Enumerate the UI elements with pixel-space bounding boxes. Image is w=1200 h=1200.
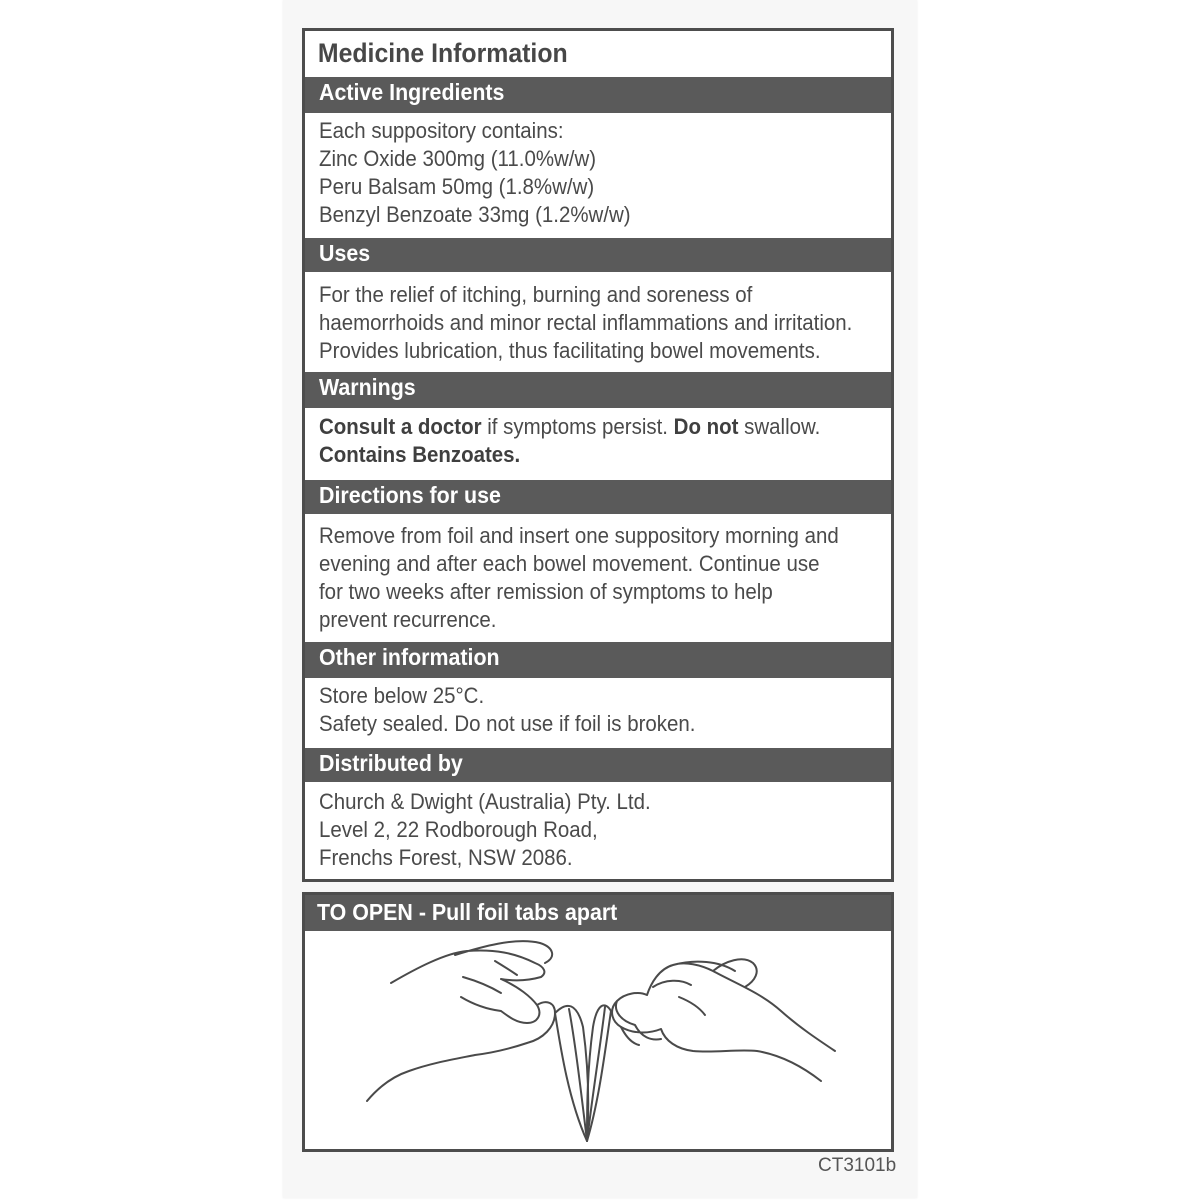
- directions-heading-text: Directions for use: [319, 482, 501, 508]
- right-hand-icon: [612, 959, 835, 1081]
- uses-heading: [305, 238, 891, 272]
- directions-line: [319, 606, 891, 634]
- swallow-text: swallow.: [738, 414, 821, 439]
- distributed-by-heading: [305, 748, 891, 782]
- active-line: [319, 201, 891, 229]
- distributed-by-content: [305, 782, 891, 879]
- uses-line-text: Provides lubrication, thus facilitating bowel movements.: [319, 338, 821, 363]
- distributed-line-text: Level 2, 22 Rodborough Road,: [319, 817, 598, 842]
- uses-line: [319, 281, 891, 309]
- directions-heading: [305, 480, 891, 514]
- other-line-text: Store below 25°C.: [319, 683, 485, 708]
- active-line: [319, 173, 891, 201]
- contains-benzoates-text: Contains Benzoates.: [319, 442, 521, 467]
- consult-doctor-text: Consult a doctor: [319, 414, 482, 439]
- do-not-text: Do not: [673, 414, 739, 439]
- hands-pulling-foil-illustration: [305, 931, 891, 1149]
- to-open-heading-text: TO OPEN - Pull foil tabs apart: [317, 899, 618, 925]
- directions-line: [319, 550, 891, 578]
- left-hand-icon: [367, 941, 555, 1101]
- other-information-content: [305, 678, 891, 748]
- uses-line-text: haemorrhoids and minor rectal inflammations and irritation.: [319, 310, 853, 335]
- directions-line-text: evening and after each bowel movement. Continue use: [319, 551, 820, 576]
- directions-line: [319, 578, 891, 606]
- title-text: Medicine Information: [317, 38, 568, 68]
- other-line-text: Safety sealed. Do not use if foil is broken.: [319, 711, 696, 736]
- medicine-information-box: [302, 28, 894, 882]
- active-line-text: Each suppository contains:: [319, 118, 564, 143]
- active-line-text: Zinc Oxide 300mg (11.0%w/w): [319, 146, 597, 171]
- other-information-heading: [305, 642, 891, 678]
- warnings-content: [305, 408, 891, 480]
- active-line-text: Benzyl Benzoate 33mg (1.2%w/w): [319, 202, 631, 227]
- uses-line: [319, 337, 891, 365]
- other-line: [319, 682, 891, 710]
- directions-line-text: Remove from foil and insert one suppository morning and: [319, 523, 839, 548]
- distributed-by-heading-text: Distributed by: [319, 750, 463, 776]
- warnings-line-text: [319, 413, 820, 441]
- uses-line-text: For the relief of itching, burning and soreness of: [319, 282, 753, 307]
- distributed-line: [319, 844, 891, 872]
- active-ingredients-heading-text: Active Ingredients: [319, 79, 505, 105]
- directions-line-text: prevent recurrence.: [319, 607, 497, 632]
- to-open-heading: [305, 895, 891, 931]
- directions-content: [305, 514, 891, 642]
- persist-text: if symptoms persist.: [481, 414, 674, 439]
- distributed-line: [319, 816, 891, 844]
- uses-content: [305, 272, 891, 372]
- warnings-heading-text: Warnings: [319, 374, 416, 400]
- to-open-box: [302, 892, 894, 1152]
- directions-line-text: for two weeks after remission of symptoms to help: [319, 579, 773, 604]
- other-information-heading-text: Other information: [319, 644, 500, 670]
- distributed-line-text: Church & Dwight (Australia) Pty. Ltd.: [319, 789, 651, 814]
- uses-heading-text: Uses: [319, 240, 371, 266]
- warnings-heading: [305, 372, 891, 408]
- warnings-line: [319, 441, 891, 469]
- active-ingredients-content: [305, 113, 891, 238]
- warnings-line: [319, 413, 891, 441]
- active-ingredients-heading: [305, 77, 891, 113]
- active-line-text: Peru Balsam 50mg (1.8%w/w): [319, 174, 595, 199]
- other-line: [319, 710, 891, 738]
- active-line: [319, 117, 891, 145]
- medicine-information-title: [305, 31, 844, 77]
- directions-line: [319, 522, 891, 550]
- distributed-line-text: Frenchs Forest, NSW 2086.: [319, 845, 573, 870]
- distributed-line: [319, 788, 891, 816]
- product-code: CT3101b: [818, 1155, 897, 1176]
- uses-line: [319, 309, 891, 337]
- active-line: [319, 145, 891, 173]
